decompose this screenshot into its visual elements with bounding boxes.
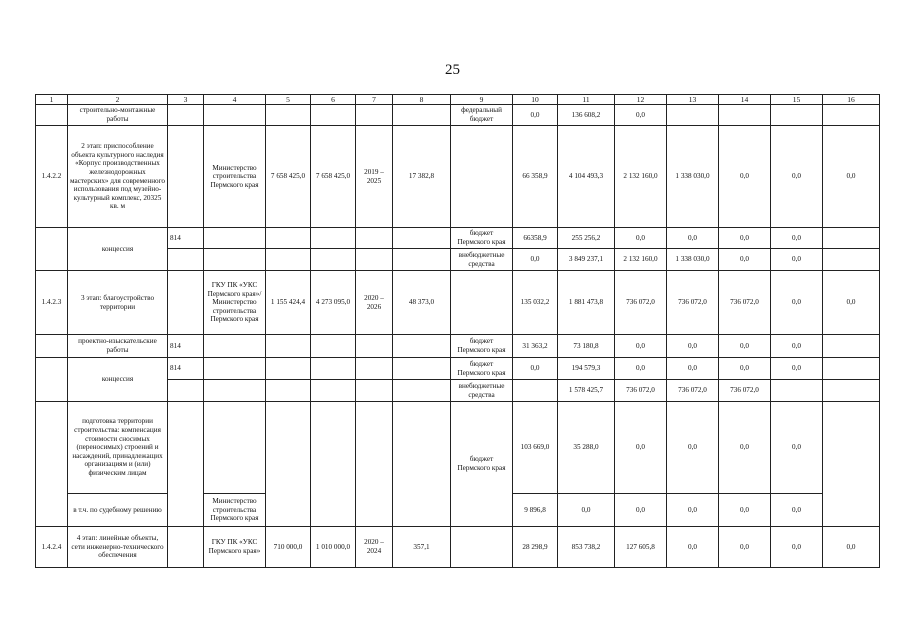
header-cell: 12: [615, 95, 667, 105]
table-cell: [356, 249, 393, 271]
table-cell: [356, 402, 393, 527]
table-cell: [266, 105, 311, 126]
table-cell: 73 180,8: [558, 335, 615, 358]
table-cell: 9 896,8: [513, 494, 558, 527]
table-cell: [667, 105, 719, 126]
table-cell: 1 578 425,7: [558, 380, 615, 402]
table-cell: 0,0: [771, 271, 823, 335]
table-cell: [771, 380, 823, 402]
table-cell: [451, 527, 513, 568]
table-cell: [393, 228, 451, 249]
table-cell: [36, 105, 68, 126]
table-cell: 0,0: [771, 228, 823, 249]
table-cell: 2 132 160,0: [615, 126, 667, 228]
table-cell: [266, 249, 311, 271]
table-cell: 0,0: [615, 335, 667, 358]
table-cell: 0,0: [771, 126, 823, 228]
table-cell: [204, 380, 266, 402]
header-cell: 14: [719, 95, 771, 105]
table-cell: 127 605,8: [615, 527, 667, 568]
header-cell: 10: [513, 95, 558, 105]
table-cell: [311, 105, 356, 126]
table-cell: [823, 249, 880, 271]
table-cell: [823, 380, 880, 402]
header-cell: 8: [393, 95, 451, 105]
table-cell: 0,0: [513, 105, 558, 126]
table-cell: 0,0: [771, 402, 823, 494]
table-cell: 3 849 237,1: [558, 249, 615, 271]
table-cell: Министерство строительства Пермского края: [204, 126, 266, 228]
table-cell: [168, 105, 204, 126]
table-cell: [36, 358, 68, 402]
table-cell: [204, 335, 266, 358]
table-cell: [311, 380, 356, 402]
table-cell: 0,0: [719, 494, 771, 527]
table-cell: 2 132 160,0: [615, 249, 667, 271]
table-cell: 736 072,0: [719, 380, 771, 402]
program-table: [35, 94, 880, 568]
table-cell: [356, 228, 393, 249]
table-cell: [204, 105, 266, 126]
table-cell: 136 608,2: [558, 105, 615, 126]
table-cell: [36, 402, 68, 527]
table-cell: [393, 105, 451, 126]
table-cell: 814: [168, 358, 204, 380]
table-cell: 0,0: [615, 105, 667, 126]
table-cell: [311, 228, 356, 249]
table-row: [36, 402, 880, 494]
table-cell: [311, 358, 356, 380]
table-cell: [393, 249, 451, 271]
table-cell: [204, 358, 266, 380]
table-cell: [823, 228, 880, 249]
table-cell: бюджет Пермского края: [451, 335, 513, 358]
table-cell: 0,0: [513, 249, 558, 271]
table-row: [36, 126, 880, 228]
table-cell: 814: [168, 228, 204, 249]
table-cell: 0,0: [771, 335, 823, 358]
table-row: [36, 105, 880, 126]
table-cell: 1 338 030,0: [667, 249, 719, 271]
table-cell: 255 256,2: [558, 228, 615, 249]
table-cell: [266, 228, 311, 249]
table-cell: 0,0: [558, 494, 615, 527]
table-cell: [168, 126, 204, 228]
table-cell: [311, 249, 356, 271]
table-cell: 0,0: [667, 494, 719, 527]
table-cell: 0,0: [719, 249, 771, 271]
header-cell: 11: [558, 95, 615, 105]
table-cell: 0,0: [771, 494, 823, 527]
table-cell: [204, 249, 266, 271]
table-cell: 0,0: [719, 402, 771, 494]
table-cell: [266, 380, 311, 402]
table-cell: [823, 358, 880, 380]
table-cell: [356, 335, 393, 358]
table-cell: [393, 335, 451, 358]
table-cell: [513, 380, 558, 402]
table-cell: 3 этап: благоустройство территории: [68, 271, 168, 335]
table-cell: [451, 126, 513, 228]
table-cell: 2 этап: приспособление объекта культурного наследия «Корпус производственных железнодорожных мастерских» для современного использования под музейно-культурный комплекс, 20325 кв. м: [68, 126, 168, 228]
table-cell: 0,0: [823, 527, 880, 568]
table-cell: 0,0: [771, 527, 823, 568]
table-cell: [168, 527, 204, 568]
table-cell: [356, 358, 393, 380]
table-cell: 2020 – 2026: [356, 271, 393, 335]
table-cell: в т.ч. по судебному решению: [68, 494, 168, 527]
table-cell: 35 288,0: [558, 402, 615, 494]
table-cell: [168, 402, 204, 527]
table-cell: 31 363,2: [513, 335, 558, 358]
header-cell: 5: [266, 95, 311, 105]
table-cell: [168, 249, 204, 271]
table-cell: 48 373,0: [393, 271, 451, 335]
table-cell: 736 072,0: [615, 380, 667, 402]
table-cell: 0,0: [771, 358, 823, 380]
table-cell: 0,0: [667, 335, 719, 358]
table-cell: [266, 358, 311, 380]
table-cell: 0,0: [719, 228, 771, 249]
table-cell: ГКУ ПК «УКС Пермского края»: [204, 527, 266, 568]
table-cell: [204, 228, 266, 249]
table-cell: 0,0: [513, 358, 558, 380]
table-cell: [356, 380, 393, 402]
table-row: [36, 358, 880, 380]
table-cell: 1 155 424,4: [266, 271, 311, 335]
table-row: [36, 527, 880, 568]
header-cell: 2: [68, 95, 168, 105]
table-cell: [168, 271, 204, 335]
table-cell: [823, 402, 880, 527]
table-cell: [311, 402, 356, 527]
header-cell: 4: [204, 95, 266, 105]
table-cell: Министерство строительства Пермского края: [204, 494, 266, 527]
header-cell: 13: [667, 95, 719, 105]
table-cell: 853 738,2: [558, 527, 615, 568]
table-cell: 736 072,0: [667, 271, 719, 335]
table-cell: концессия: [68, 358, 168, 402]
table-cell: [266, 402, 311, 527]
table-row: [36, 271, 880, 335]
table-cell: 0,0: [771, 249, 823, 271]
table-cell: [719, 105, 771, 126]
table-cell: [168, 380, 204, 402]
table-cell: [823, 335, 880, 358]
table-cell: [393, 380, 451, 402]
table-cell: проектно-изыскательские работы: [68, 335, 168, 358]
table-cell: 0,0: [719, 126, 771, 228]
table-cell: [451, 271, 513, 335]
table-cell: 17 382,8: [393, 126, 451, 228]
table-cell: концессия: [68, 228, 168, 271]
table-cell: 66 358,9: [513, 126, 558, 228]
table-cell: 0,0: [667, 527, 719, 568]
table-cell: [393, 358, 451, 380]
table-cell: [36, 335, 68, 358]
table-cell: 0,0: [719, 335, 771, 358]
table-cell: 4 104 493,3: [558, 126, 615, 228]
table-cell: 0,0: [667, 402, 719, 494]
table-cell: 0,0: [719, 527, 771, 568]
table-cell: 7 658 425,0: [311, 126, 356, 228]
table-cell: 0,0: [667, 228, 719, 249]
table-cell: [823, 105, 880, 126]
table-cell: 4 этап: линейные объекты, сети инженерно-технического обеспечения: [68, 527, 168, 568]
table-cell: 0,0: [615, 402, 667, 494]
table-cell: 1 010 000,0: [311, 527, 356, 568]
table-cell: 736 072,0: [667, 380, 719, 402]
table-cell: 0,0: [823, 126, 880, 228]
table-cell: 4 273 095,0: [311, 271, 356, 335]
header-cell: 3: [168, 95, 204, 105]
table-row: [36, 335, 880, 358]
header-row: [36, 95, 880, 105]
table-cell: подготовка территории строительства: компенсация стоимости сносимых (переносимых) строений и насаждений, принадлежащих организациям и (или) физическим лицам: [68, 402, 168, 494]
table-cell: 7 658 425,0: [266, 126, 311, 228]
header-cell: 6: [311, 95, 356, 105]
table-cell: бюджет Пермского края: [451, 228, 513, 249]
table-cell: [356, 105, 393, 126]
table-cell: 814: [168, 335, 204, 358]
table-cell: строительно-монтажные работы: [68, 105, 168, 126]
table-cell: бюджет Пермского края: [451, 402, 513, 527]
table-cell: 0,0: [615, 358, 667, 380]
table-cell: 0,0: [615, 494, 667, 527]
table-cell: 135 032,2: [513, 271, 558, 335]
table-cell: 1.4.2.3: [36, 271, 68, 335]
table-cell: [266, 335, 311, 358]
table-cell: 2020 – 2024: [356, 527, 393, 568]
table-cell: 66358,9: [513, 228, 558, 249]
table-cell: 1 338 030,0: [667, 126, 719, 228]
table-cell: 736 072,0: [719, 271, 771, 335]
table-cell: 28 298,9: [513, 527, 558, 568]
table-cell: 0,0: [667, 358, 719, 380]
header-cell: 7: [356, 95, 393, 105]
table-cell: 0,0: [823, 271, 880, 335]
table-row: [36, 228, 880, 249]
table-cell: бюджет Пермского края: [451, 358, 513, 380]
table-cell: [204, 402, 266, 494]
table-cell: 736 072,0: [615, 271, 667, 335]
table-cell: 710 000,0: [266, 527, 311, 568]
table-cell: 0,0: [615, 228, 667, 249]
page-number: 25: [445, 62, 460, 78]
table-cell: 103 669,0: [513, 402, 558, 494]
table-cell: [393, 402, 451, 527]
header-cell: 1: [36, 95, 68, 105]
table-cell: внебюджетные средства: [451, 380, 513, 402]
header-cell: 9: [451, 95, 513, 105]
table-cell: 1.4.2.4: [36, 527, 68, 568]
table-cell: [36, 228, 68, 271]
table-cell: 1 881 473,8: [558, 271, 615, 335]
table-cell: 0,0: [719, 358, 771, 380]
header-cell: 16: [823, 95, 880, 105]
table-cell: [311, 335, 356, 358]
table-cell: 194 579,3: [558, 358, 615, 380]
table-cell: 1.4.2.2: [36, 126, 68, 228]
header-cell: 15: [771, 95, 823, 105]
table-cell: федеральный бюджет: [451, 105, 513, 126]
table-cell: ГКУ ПК «УКС Пермского края»/ Министерство строительства Пермского края: [204, 271, 266, 335]
table-cell: 357,1: [393, 527, 451, 568]
table-cell: [771, 105, 823, 126]
table-cell: внебюджетные средства: [451, 249, 513, 271]
table-cell: 2019 – 2025: [356, 126, 393, 228]
